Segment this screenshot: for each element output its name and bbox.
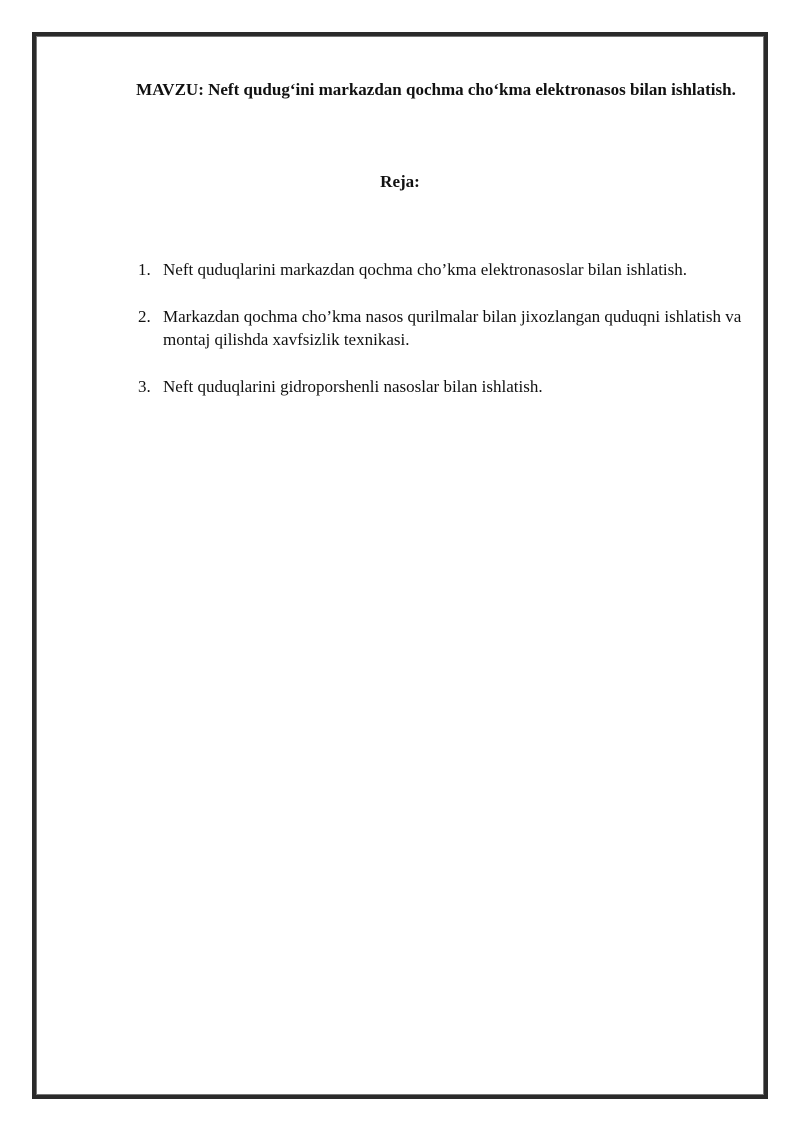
plan-item-1 xyxy=(138,258,758,281)
plan-item-3 xyxy=(138,375,758,398)
plan-item-number: 1. xyxy=(138,260,151,279)
plan-list xyxy=(138,258,758,422)
plan-item-text: Markazdan qochma cho’kma nasos qurilmalar bilan jixozlangan quduqni ishlatish va montaj qilishda xavfsizlik texnikasi. xyxy=(163,307,742,349)
document-title: MAVZU: Neft qudug‘ini markazdan qochma cho‘kma elektronasos bilan ishlatish. xyxy=(136,80,736,99)
plan-item-number: 2. xyxy=(138,307,151,326)
plan-item-2 xyxy=(138,305,758,351)
plan-item-number: 3. xyxy=(138,377,151,396)
plan-item-text: Neft quduqlarini gidroporshenli nasoslar bilan ishlatish. xyxy=(163,377,543,396)
page-border xyxy=(32,32,768,1099)
plan-heading: Reja: xyxy=(380,172,420,191)
plan-item-text: Neft quduqlarini markazdan qochma cho’kma elektronasoslar bilan ishlatish. xyxy=(163,260,688,279)
